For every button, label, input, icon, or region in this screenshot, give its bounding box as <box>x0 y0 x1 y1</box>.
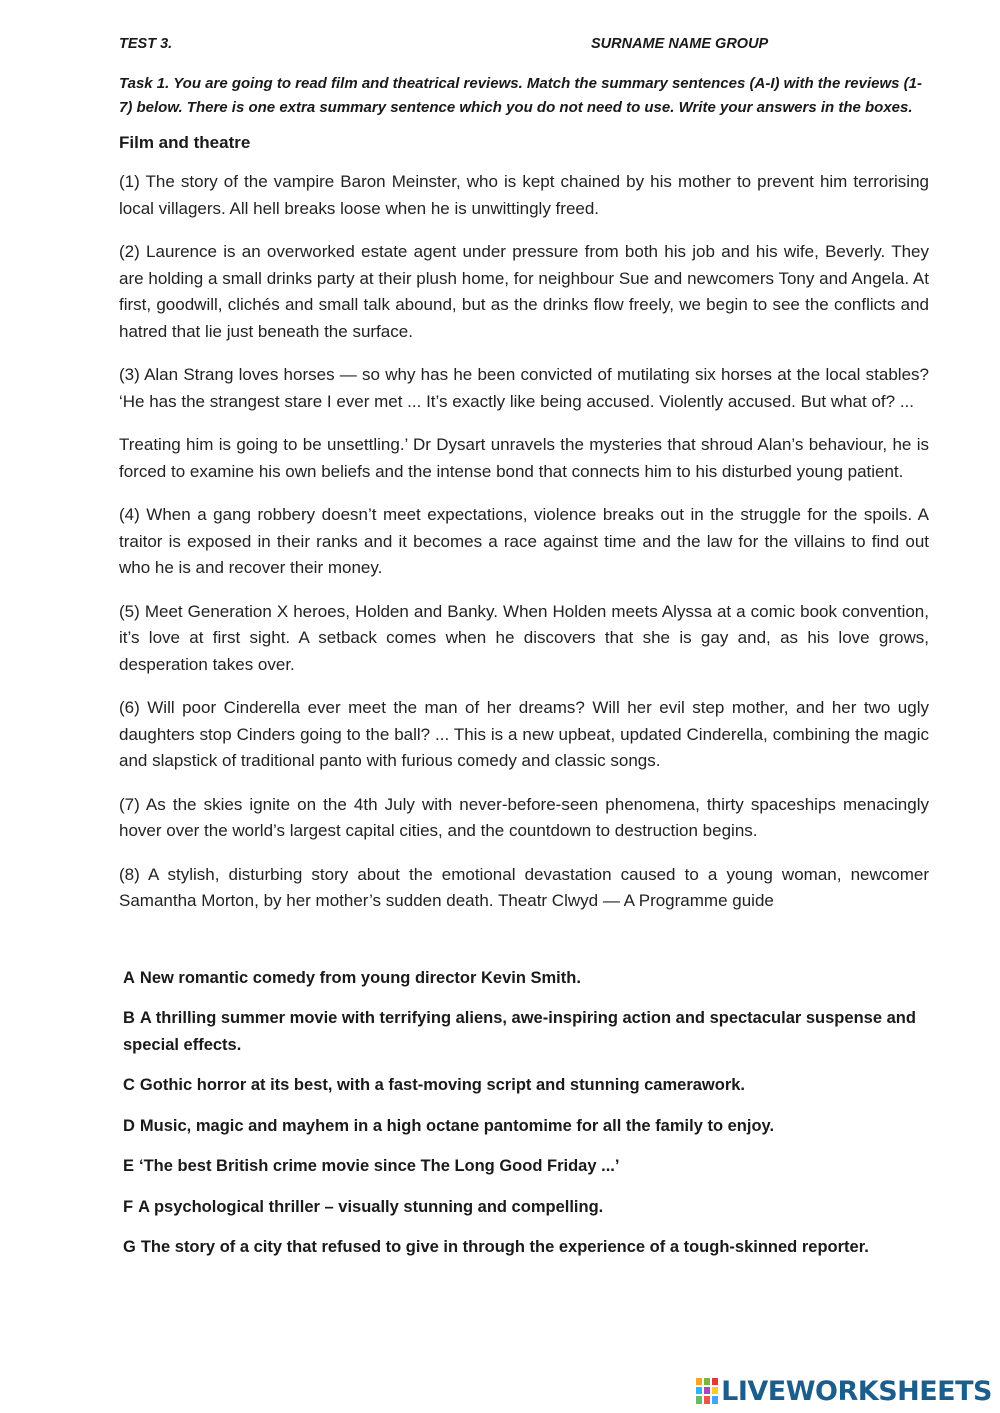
summary-letter: E <box>123 1157 135 1175</box>
section-title: Film and theatre <box>119 133 251 152</box>
task-instructions: Task 1. You are going to read film and theatrical reviews. Match the summary sentences (A-I) with the reviews (1-7) below. There is one extra summary sentence which you do not need to use. Write your answers in the boxes. <box>119 75 923 116</box>
worksheet-page <box>119 36 929 1261</box>
worksheet-header <box>119 36 929 58</box>
summary-text: Music, magic and mayhem in a high octane pantomime for all the family to enjoy. <box>139 1116 775 1135</box>
summary-text: Gothic horror at its best, with a fast-moving script and stunning camerawork. <box>139 1076 746 1094</box>
summary-text: A psychological thriller – visually stunning and compelling. <box>138 1197 604 1216</box>
review-2: (2) Laurence is an overworked estate agent under pressure from both his job and his wife, Beverly. They are holding a small drinks party at their plush home, for neighbour Sue and newcomers Tony and Angela. At first, goodwill, clichés and small talk abound, but as the drinks flow freely, we begin to see the conflicts and hatred that lie just beneath the surface. <box>119 242 929 341</box>
summary-letter: C <box>123 1076 135 1094</box>
summary-text: New romantic comedy from young director Kevin Smith. <box>139 968 581 987</box>
review-5: (5) Meet Generation X heroes, Holden and Banky. When Holden meets Alyssa at a comic book convention, it’s love at first sight. A setback comes when he discovers that she is gay and, as his love grows, desperation takes over. <box>119 601 929 674</box>
summary-text: ‘The best British crime movie since The Long Good Friday ...’ <box>139 1157 620 1175</box>
summary-letter: D <box>123 1116 135 1135</box>
review-4: (4) When a gang robbery doesn’t meet expectations, violence breaks out in the struggle for the spoils. A traitor is exposed in their ranks and it becomes a race against time and the law for the villains to find out who he is and recover their money. <box>119 505 929 577</box>
liveworksheets-logo[interactable] <box>696 1371 992 1411</box>
summary-text: A thrilling summer movie with terrifying aliens, awe-inspiring action and spectacular suspense and special effects. <box>123 1009 916 1054</box>
summary-b <box>119 1005 929 1058</box>
summary-letter: A <box>123 968 135 987</box>
summary-e <box>119 1153 929 1180</box>
summary-letter: B <box>123 1009 135 1027</box>
review-3-continued: Treating him is going to be unsettling.’ Dr Dysart unravels the mysteries that shroud Alan’s behaviour, he is forced to examine his own beliefs and the intense bond that connects him to his disturbed young patient. <box>119 435 929 481</box>
summary-letter: F <box>123 1197 134 1216</box>
liveworksheets-logo-icon <box>696 1378 718 1404</box>
reviews-list <box>119 169 929 915</box>
summary-g <box>119 1234 929 1261</box>
liveworksheets-logo-text: LIVEWORKSHEETS <box>721 1375 992 1407</box>
summary-letter: G <box>123 1238 136 1256</box>
summary-c <box>119 1072 929 1099</box>
review-8: (8) A stylish, disturbing story about the emotional devastation caused to a young woman, newcomer Samantha Morton, by her mother’s sudden death. Theatr Clwyd — A Programme guide <box>119 864 929 910</box>
summary-sentences <box>119 965 929 1261</box>
summary-a <box>119 965 929 992</box>
summary-text: The story of a city that refused to give in through the experience of a tough-skinned reporter. <box>140 1238 869 1256</box>
review-7: (7) As the skies ignite on the 4th July with never-before-seen phenomena, thirty spaceships menacingly hover over the world’s largest capital cities, and the countdown to destruction begins. <box>119 794 929 840</box>
review-1: (1) The story of the vampire Baron Meinster, who is kept chained by his mother to prevent him terrorising local villagers. All hell breaks loose when he is unwittingly freed. <box>119 172 929 218</box>
review-6: (6) Will poor Cinderella ever meet the man of her dreams? Will her evil step mother, and her two ugly daughters stop Cinders going to the ball? ... This is a new upbeat, updated Cinderella, combining the magic and slapstick of traditional panto with furious comedy and classic songs. <box>119 698 929 770</box>
test-label: TEST 3. <box>119 36 173 52</box>
summary-d <box>119 1113 929 1140</box>
review-3: (3) Alan Strang loves horses — so why has he been convicted of mutilating six horses at the local stables? ‘He has the strangest stare I ever met ... It’s exactly like being accused. Violently accused. But what of? ... <box>119 365 929 411</box>
summary-f <box>119 1194 929 1221</box>
surname-name-group-label: SURNAME NAME GROUP <box>591 36 769 52</box>
